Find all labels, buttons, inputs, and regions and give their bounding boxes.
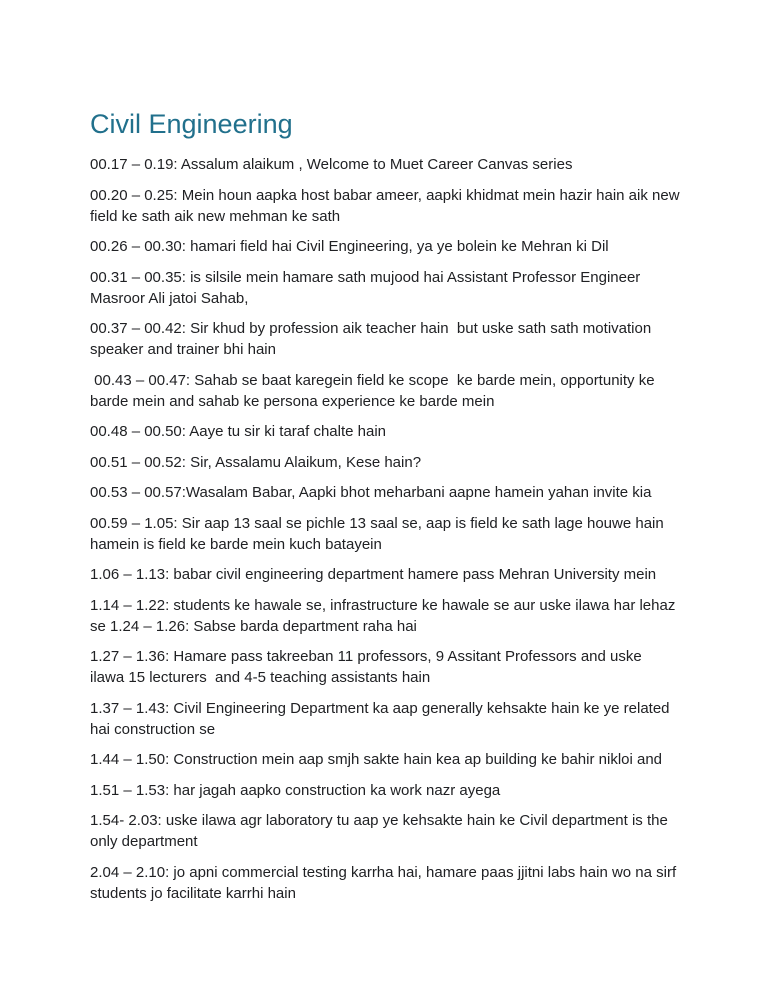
transcript-paragraph: 00.31 – 00.35: is silsile mein hamare sath mujood hai Assistant Professor Engineer Masroor Ali jatoi Sahab,	[90, 268, 645, 307]
document-title: Civil Engineering	[90, 109, 293, 139]
transcript-paragraph: 00.48 – 00.50: Aaye tu sir ki taraf chalte hain	[90, 423, 387, 441]
transcript-paragraph: 00.37 – 00.42: Sir khud by profession aik teacher hain but uske sath sath motivation speaker and trainer bhi hain	[90, 320, 656, 359]
transcript-paragraph: 1.27 – 1.36: Hamare pass takreeban 11 professors, 9 Assitant Professors and uske ilawa 15 lecturers and 4-5 teaching assistants hain	[90, 648, 646, 687]
transcript-paragraph: 00.43 – 00.47: Sahab se baat karegein field ke scope ke barde mein, opportunity ke barde mein and sahab ke persona experience ke barde mein	[90, 371, 659, 410]
transcript-paragraph: 1.54- 2.03: uske ilawa agr laboratory tu aap ye kehsakte hain ke Civil department is the only department	[90, 812, 672, 851]
transcript-paragraph: 00.17 – 0.19: Assalum alaikum , Welcome to Muet Career Canvas series	[90, 156, 573, 174]
transcript-paragraph: 00.26 – 00.30: hamari field hai Civil Engineering, ya ye bolein ke Mehran ki Dil	[90, 238, 609, 256]
transcript-paragraph: 1.14 – 1.22: students ke hawale se, infrastructure ke hawale se aur uske ilawa har lehaz se 1.24 – 1.26: Sabse barda department raha hai	[90, 596, 680, 635]
transcript-paragraph: 00.53 – 00.57:Wasalam Babar, Aapki bhot meharbani aapne hamein yahan invite kia	[90, 484, 652, 502]
transcript-paragraph: 1.44 – 1.50: Construction mein aap smjh sakte hain kea ap building ke bahir nikloi and	[90, 751, 663, 769]
transcript-paragraph: 1.37 – 1.43: Civil Engineering Department ka aap generally kehsakte hain ke ye related hai construction se	[90, 699, 674, 738]
transcript-paragraph: 2.04 – 2.10: jo apni commercial testing karrha hai, hamare paas jjitni labs hain wo na sirf students jo facilitate karrhi hain	[90, 863, 681, 902]
transcript-paragraph: 00.59 – 1.05: Sir aap 13 saal se pichle 13 saal se, aap is field ke sath lage houwe hain hamein is field ke barde mein kuch batayein	[90, 514, 668, 553]
transcript-paragraph: 1.51 – 1.53: har jagah aapko construction ka work nazr ayega	[90, 781, 501, 799]
transcript-body	[90, 154, 684, 904]
transcript-paragraph: 1.06 – 1.13: babar civil engineering department hamere pass Mehran University mein	[90, 566, 657, 584]
transcript-paragraph: 00.51 – 00.52: Sir, Assalamu Alaikum, Kese hain?	[90, 453, 422, 471]
transcript-paragraph: 00.20 – 0.25: Mein houn aapka host babar ameer, aapki khidmat mein hazir hain aik new field ke sath aik new mehman ke sath	[90, 186, 684, 225]
